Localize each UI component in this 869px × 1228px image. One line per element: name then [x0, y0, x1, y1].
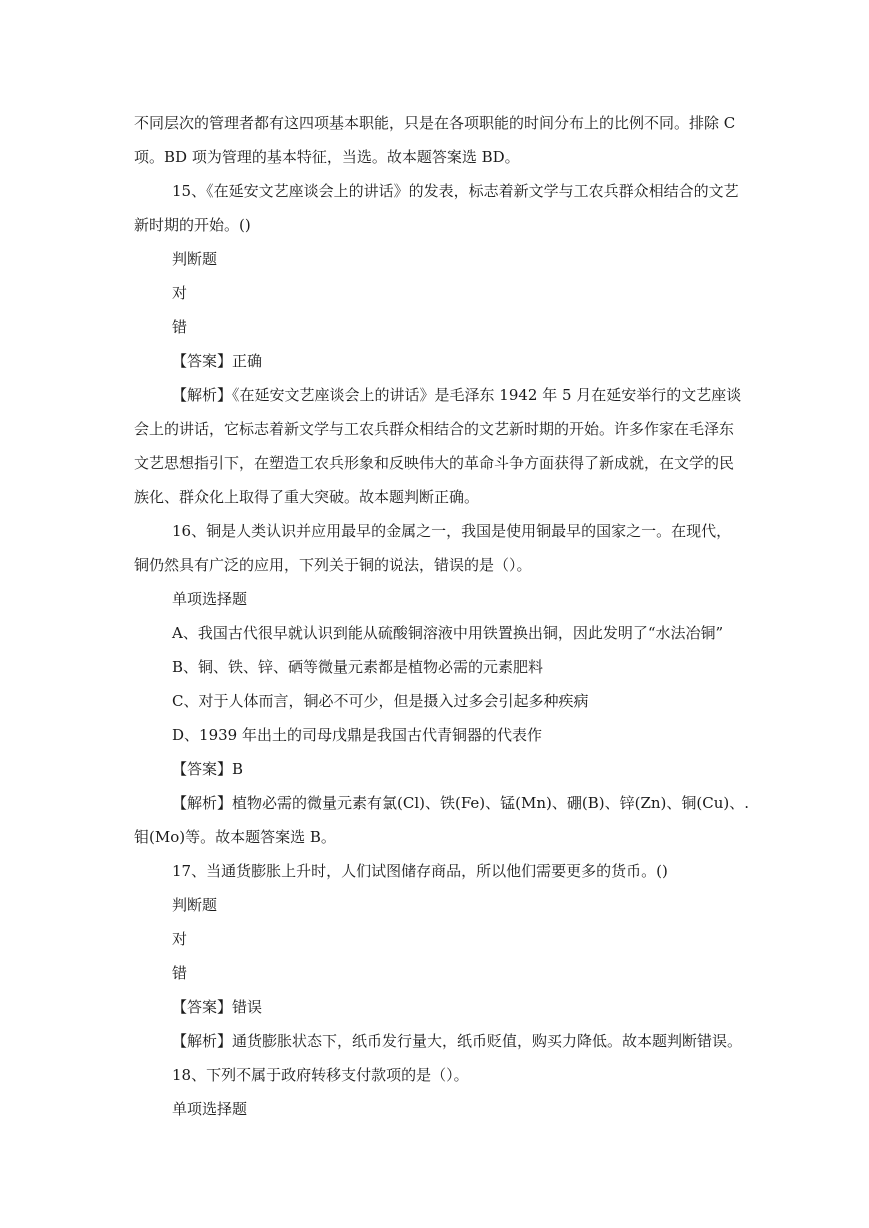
analysis-line: 【解析】植物必需的微量元素有氯(Cl)、铁(Fe)、锰(Mn)、硼(B)、锌(Zn)、铜(Cu)、. — [172, 794, 749, 812]
text-line: 会上的讲话，它标志着新文学与工农兵群众相结合的文艺新时期的开始。许多作家在毛泽东 — [134, 420, 735, 438]
text-line: 族化、群众化上取得了重大突破。故本题判断正确。 — [134, 488, 480, 506]
question-type-label: 单项选择题 — [172, 590, 248, 608]
question-type-label: 判断题 — [172, 250, 218, 268]
analysis-line: 【解析】《在延安文艺座谈会上的讲话》是毛泽东 1942 年 5 月在延安举行的文艺座谈 — [172, 386, 742, 404]
option-false: 错 — [172, 964, 188, 982]
question-16: 16、铜是人类认识并应用最早的金属之一，我国是使用铜最早的国家之一。在现代， — [172, 522, 732, 540]
question-15: 15、《在延安文艺座谈会上的讲话》的发表，标志着新文学与工农兵群众相结合的文艺 — [172, 182, 739, 200]
option-b: B、铜、铁、锌、硒等微量元素都是植物必需的元素肥料 — [172, 658, 544, 676]
text-line: 不同层次的管理者都有这四项基本职能，只是在各项职能的时间分布上的比例不同。排除 C — [134, 114, 736, 132]
question-17: 17、当通货膨胀上升时，人们试图储存商品，所以他们需要更多的货币。() — [172, 862, 668, 880]
question-18: 18、下列不属于政府转移支付款项的是（）。 — [172, 1066, 469, 1084]
option-false: 错 — [172, 318, 188, 336]
answer-line: 【答案】错误 — [172, 998, 263, 1016]
question-type-label: 单项选择题 — [172, 1100, 248, 1118]
option-a: A、我国古代很早就认识到能从硫酸铜溶液中用铁置换出铜，因此发明了“水法冶铜” — [172, 624, 724, 642]
text-line: 项。BD 项为管理的基本特征，当选。故本题答案选 BD。 — [134, 148, 520, 166]
text-line: 铜仍然具有广泛的应用，下列关于铜的说法，错误的是（）。 — [134, 556, 532, 574]
question-type-label: 判断题 — [172, 896, 218, 914]
answer-line: 【答案】正确 — [172, 352, 263, 370]
text-line: 新时期的开始。() — [134, 216, 251, 234]
option-d: D、1939 年出土的司母戊鼎是我国古代青铜器的代表作 — [172, 726, 542, 744]
option-c: C、对于人体而言，铜必不可少，但是摄入过多会引起多种疾病 — [172, 692, 589, 710]
answer-line: 【答案】B — [172, 760, 244, 778]
text-line: 钼(Mo)等。故本题答案选 B。 — [134, 828, 336, 846]
analysis-line: 【解析】通货膨胀状态下，纸币发行量大，纸币贬值，购买力降低。故本题判断错误。 — [172, 1032, 743, 1050]
option-true: 对 — [172, 284, 188, 302]
option-true: 对 — [172, 930, 188, 948]
text-line: 文艺思想指引下，在塑造工农兵形象和反映伟大的革命斗争方面获得了新成就，在文学的民 — [134, 454, 735, 472]
